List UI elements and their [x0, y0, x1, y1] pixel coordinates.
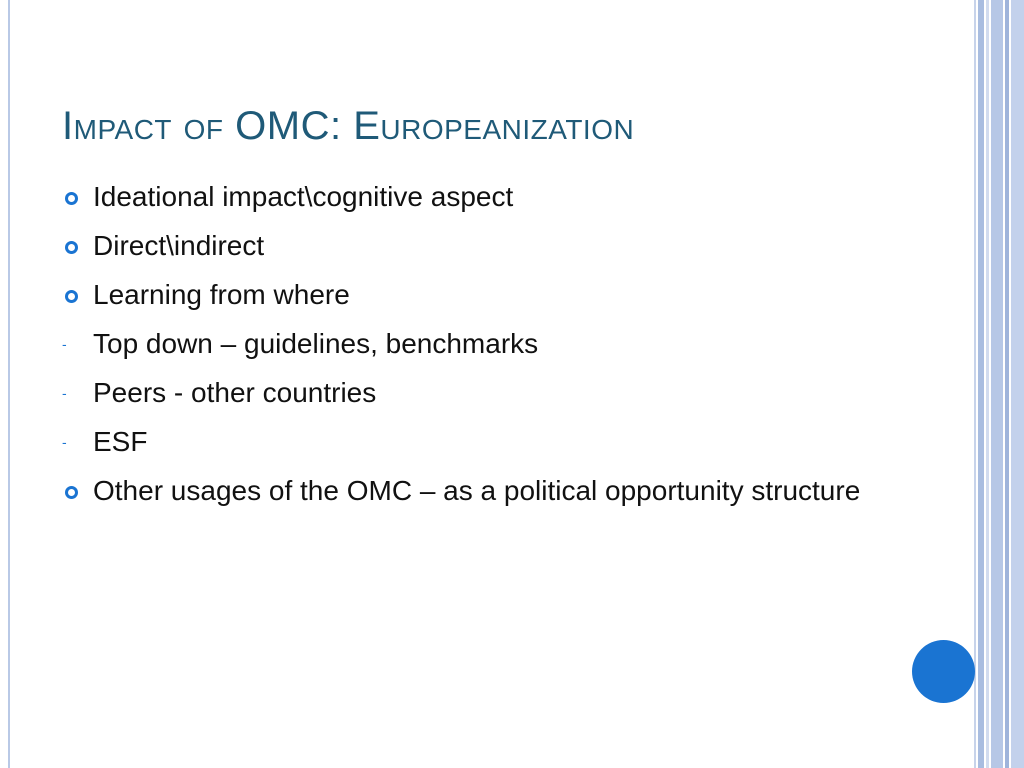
bullet-text: Ideational impact\cognitive aspect	[93, 181, 514, 212]
bullet-text: Top down – guidelines, benchmarks	[93, 328, 539, 359]
bullet-list	[62, 178, 902, 521]
bullet-dash-icon: -	[62, 434, 67, 450]
accent-circle-decoration	[912, 640, 975, 703]
stripe	[1005, 0, 1009, 768]
bullet-item	[62, 325, 902, 363]
bullet-item	[62, 423, 902, 461]
bullet-item	[62, 227, 902, 265]
bullet-dash-icon: -	[62, 385, 67, 401]
bullet-circle-icon	[65, 241, 78, 254]
bullet-item	[62, 276, 902, 314]
stripe	[991, 0, 1003, 768]
bullet-text: Other usages of the OMC – as a political opportunity structure	[93, 475, 861, 506]
stripe	[1011, 0, 1024, 768]
bullet-circle-icon	[65, 192, 78, 205]
bullet-item	[62, 374, 902, 412]
slide-title: Impact of OMC: Europeanization	[62, 104, 635, 148]
stripe	[974, 0, 976, 768]
bullet-text: ESF	[93, 426, 148, 457]
bullet-text: Direct\indirect	[93, 230, 265, 261]
left-border-line	[8, 0, 10, 768]
bullet-dash-icon: -	[62, 336, 67, 352]
bullet-item	[62, 178, 902, 216]
bullet-text: Peers - other countries	[93, 377, 377, 408]
stripe	[986, 0, 989, 768]
bullet-circle-icon	[65, 290, 78, 303]
bullet-circle-icon	[65, 486, 78, 499]
bullet-item	[62, 472, 902, 510]
bullet-text: Learning from where	[93, 279, 350, 310]
right-decorative-stripes	[974, 0, 1024, 768]
stripe	[978, 0, 984, 768]
